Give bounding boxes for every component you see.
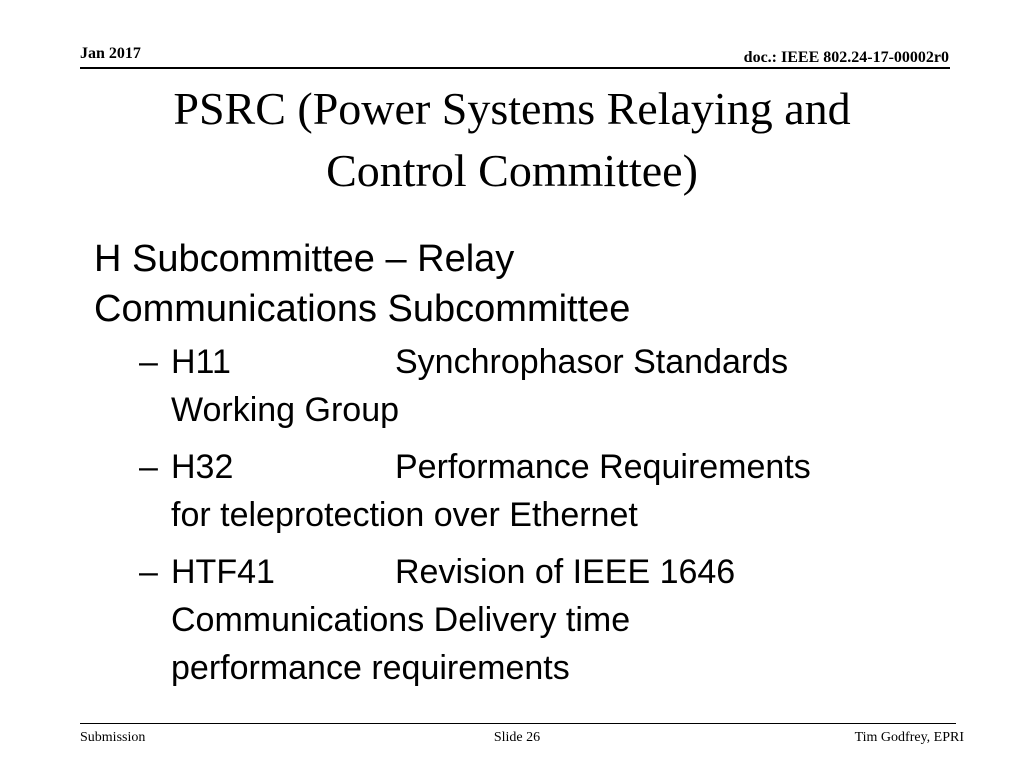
group-description-continued: for teleprotection over Ethernet xyxy=(171,496,638,534)
footer-author: Tim Godfrey, EPRI xyxy=(854,730,964,745)
group-description: Synchrophasor Standards xyxy=(395,343,789,381)
group-code: H11 xyxy=(171,343,231,381)
header-date: Jan 2017 xyxy=(80,45,141,62)
group-code: H32 xyxy=(171,448,234,486)
subcommittee-heading-line-2: Communications Subcommittee xyxy=(94,288,631,330)
group-description-continued: Communications Delivery time xyxy=(171,601,631,639)
bullet-dash: – xyxy=(139,448,158,486)
list-item-h32 xyxy=(94,443,914,539)
list-item-line xyxy=(171,443,914,491)
subcommittee-heading-line-1: H Subcommittee – Relay xyxy=(94,238,515,280)
list-item-line xyxy=(171,548,914,596)
slide-body xyxy=(94,234,914,701)
slide-title-line-1: PSRC (Power Systems Relaying and xyxy=(173,83,851,134)
group-description: Performance Requirements xyxy=(395,448,811,486)
bullet-dash: – xyxy=(139,343,158,381)
footer-divider xyxy=(80,723,956,724)
list-item-line xyxy=(171,338,914,386)
list-item-htf41 xyxy=(94,548,914,692)
group-code: HTF41 xyxy=(171,553,275,591)
header-divider xyxy=(80,67,950,69)
group-description-continued: Working Group xyxy=(171,391,400,429)
bullet-dash: – xyxy=(139,553,158,591)
group-description: Revision of IEEE 1646 xyxy=(395,553,736,591)
group-description-continued: performance requirements xyxy=(171,649,570,687)
working-group-list xyxy=(94,338,914,692)
slide-title-line-2: Control Committee) xyxy=(326,145,698,196)
slide-title xyxy=(80,78,944,202)
footer-slide-number: Slide 26 xyxy=(493,730,541,745)
subcommittee-heading xyxy=(94,234,914,334)
footer-submission: Submission xyxy=(80,730,146,745)
header-doc-id: doc.: IEEE 802.24-17-00002r0 xyxy=(743,49,949,66)
list-item-h11 xyxy=(94,338,914,434)
